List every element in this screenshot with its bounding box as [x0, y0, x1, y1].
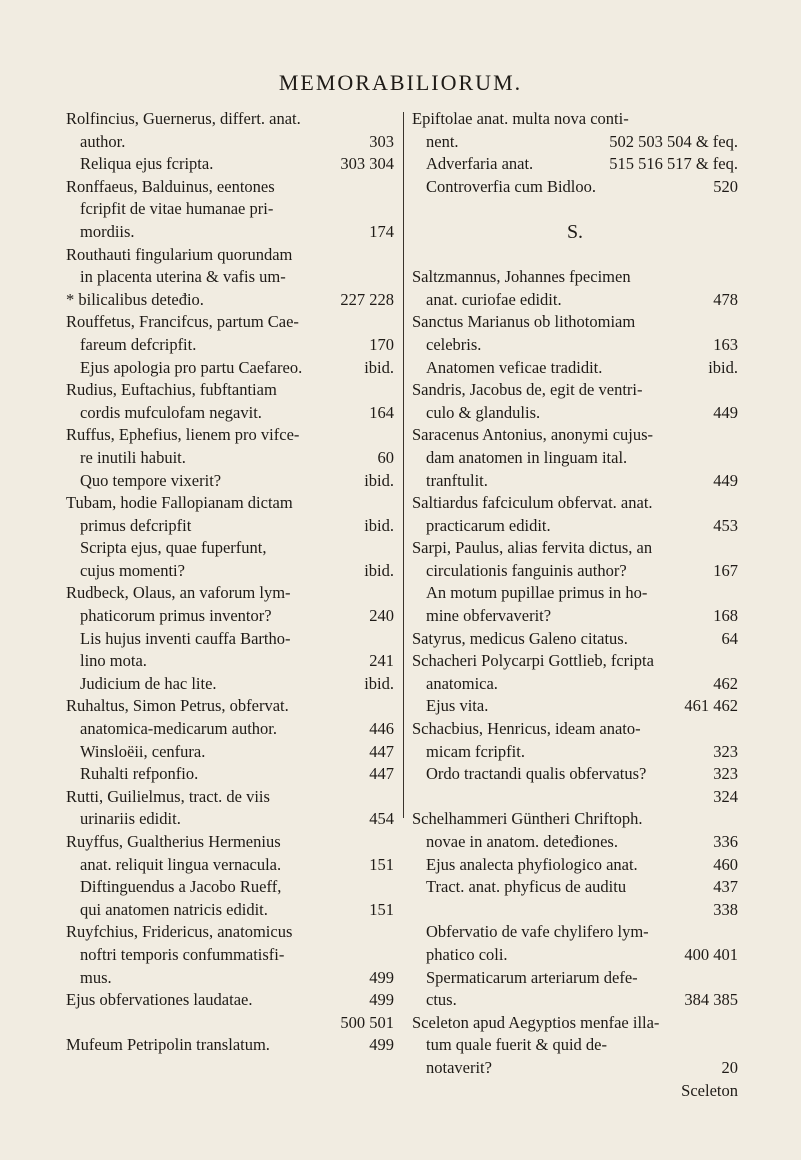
index-entry-line [412, 718, 738, 741]
page-reference: Sceleton [681, 1080, 738, 1100]
index-entry-text: urinariis edidit. [80, 809, 181, 829]
page-reference: 499 [369, 990, 394, 1010]
index-entry-line [66, 176, 394, 199]
index-entry-line [412, 921, 738, 944]
index-entry-text: Ejus analecta phyfiologico anat. [426, 854, 638, 874]
index-entry-text: Epiftolae anat. multa nova conti- [412, 109, 629, 128]
index-entry-text: phatico coli. [426, 944, 508, 964]
index-entry-text: Rolfincius, Guernerus, differt. anat. [66, 109, 301, 128]
index-entry-text: mus. [80, 967, 112, 987]
index-entry-text: Controverfia cum Bidloo. [426, 176, 597, 196]
index-entry-text: Ejus vita. [426, 696, 489, 716]
index-entry-line [66, 718, 394, 741]
page-reference: ibid. [708, 357, 738, 377]
index-entry-text: Schelhammeri Güntheri Chriftoph. [412, 809, 643, 829]
index-entry-text: primus defcripfit [80, 515, 192, 535]
index-entry-line [66, 650, 394, 673]
index-entry-text: Ruyfchius, Fridericus, anatomicus [66, 922, 293, 942]
page-reference: ibid. [364, 515, 394, 535]
index-entry-text: Judicium de hac lite. [80, 673, 217, 693]
index-entry-text: * bilicalibus deteđio. [66, 289, 204, 309]
index-entry-text: mine obfervaverit? [426, 606, 552, 626]
index-entry-line [66, 198, 394, 221]
index-entry-line [66, 447, 394, 470]
index-entry-text: Diftinguendus a Jacobo Rueff, [80, 877, 282, 897]
page-reference: ibid. [364, 560, 394, 580]
index-entry-text: practicarum edidit. [426, 515, 551, 535]
page-reference: 446 [369, 719, 394, 739]
index-entry-line [66, 1034, 394, 1057]
index-entry-text: qui anatomen natricis edidit. [80, 899, 268, 919]
page-reference: 240 [369, 606, 394, 626]
index-entry-line [66, 131, 394, 154]
index-entry-line [66, 605, 394, 628]
index-entry-line [412, 582, 738, 605]
index-entry-line [66, 786, 394, 809]
index-entry-line [412, 1012, 738, 1035]
page-reference: 20 [721, 1057, 738, 1077]
index-entry-text: Sarpi, Paulus, alias fervita dictus, an [412, 538, 653, 558]
index-entry-text: mordiis. [80, 221, 135, 241]
index-entry-line [412, 1057, 738, 1080]
index-entry-text: notaverit? [426, 1057, 492, 1077]
index-entry-line [412, 379, 738, 402]
index-entry-line [412, 402, 738, 425]
page-reference: 500 501 [340, 1012, 394, 1032]
page-reference: 323 [713, 741, 738, 761]
page-reference: 170 [369, 334, 394, 354]
index-entry-line [412, 989, 738, 1012]
page-reference: 499 [369, 1035, 394, 1055]
index-entry-line [66, 854, 394, 877]
index-entry-text: Satyrus, medicus Galeno citatus. [412, 628, 628, 648]
index-entry-text: author. [80, 131, 126, 151]
index-entry-line [412, 854, 738, 877]
page-reference: 502 503 504 & feq. [609, 131, 738, 151]
page-reference: 460 [713, 854, 738, 874]
page-reference: 151 [369, 854, 394, 874]
index-entry-text: ctus. [426, 990, 457, 1010]
index-entry-line [412, 899, 738, 922]
page-reference: 449 [713, 402, 738, 422]
index-entry-text: Tract. anat. phyficus de auditu [426, 877, 627, 897]
page-reference: 241 [369, 651, 394, 671]
index-entry-text: celebris. [426, 334, 482, 354]
index-entry-text: fareum defcripfit. [80, 334, 197, 354]
index-entry-text: dam anatomen in linguam ital. [426, 447, 628, 467]
page-reference: ibid. [364, 673, 394, 693]
index-entry-line [412, 221, 738, 244]
index-entry-line [66, 1012, 394, 1035]
index-entry-line [412, 763, 738, 786]
page-reference: 400 401 [684, 944, 738, 964]
page-reference: 174 [369, 221, 394, 241]
page-reference: ibid. [364, 357, 394, 377]
index-entry-line [412, 537, 738, 560]
index-entry-text: Ordo tractandi qualis obfervatus? [426, 764, 647, 784]
index-entry-line [412, 786, 738, 809]
index-entry-text: noftri temporis confummatisfi- [80, 944, 285, 964]
page-reference: 478 [713, 289, 738, 309]
index-entry-line [66, 515, 394, 538]
index-entry-line [66, 221, 394, 244]
running-header: MEMORABILIORUM. [278, 70, 523, 95]
index-entry-text: novae in anatom. deteđiones. [426, 832, 618, 851]
index-entry-line [412, 447, 738, 470]
index-entry-line [66, 244, 394, 267]
index-entry-text: Spermaticarum arteriarum defe- [426, 967, 638, 987]
page-reference: 384 385 [684, 990, 738, 1010]
index-entry-line [66, 153, 394, 176]
index-entry-text: re inutili habuit. [80, 447, 186, 467]
page-reference: 499 [369, 967, 394, 987]
page-reference: 453 [713, 515, 738, 535]
index-entry-line [412, 673, 738, 696]
index-entry-line [66, 311, 394, 334]
index-entry-line [412, 695, 738, 718]
index-entry-line [66, 492, 394, 515]
index-entry-line [412, 741, 738, 764]
index-entry-text: Ejus obfervationes laudatae. [66, 990, 253, 1010]
index-entry-text: anatomica-medicarum author. [80, 719, 278, 739]
index-entry-text: Saracenus Antonius, anonymi cujus- [412, 425, 654, 445]
index-entry-text: Mufeum Petripolin translatum. [66, 1035, 270, 1055]
index-entry-line [66, 808, 394, 831]
index-entry-line [66, 402, 394, 425]
index-entry-line [66, 266, 394, 289]
index-entry-line [66, 899, 394, 922]
index-entry-text: in placenta uterina & vafis um- [80, 267, 286, 287]
page-reference: 60 [377, 447, 394, 467]
index-entry-text: Tubam, hodie Fallopianam dictam [66, 493, 293, 513]
page-reference: 303 [369, 131, 394, 151]
index-entry-line [412, 176, 738, 199]
page-reference: 338 [713, 899, 738, 919]
index-entry-line [66, 673, 394, 696]
index-entry-text: Saltzmannus, Johannes fpecimen [412, 267, 631, 287]
index-entry-line [412, 605, 738, 628]
index-entry-line [412, 244, 738, 267]
index-entry-line [412, 1034, 738, 1057]
page-reference: 447 [369, 741, 394, 761]
page-reference: 64 [721, 628, 738, 648]
index-entry-line [412, 289, 738, 312]
index-entry-line [412, 357, 738, 380]
index-entry-line [66, 876, 394, 899]
index-entry-line [412, 311, 738, 334]
index-entry-line [66, 379, 394, 402]
index-entry-text: Quo tempore vixerit? [80, 470, 222, 490]
page-reference: 515 516 517 & feq. [609, 154, 738, 174]
page-reference: 437 [713, 877, 738, 897]
page-reference: 323 [713, 764, 738, 784]
index-entry-text: Ruffus, Ephefius, lienem pro vifce- [66, 425, 300, 445]
index-entry-line [66, 989, 394, 1012]
page-reference: 447 [369, 764, 394, 784]
index-entry-text: nent. [426, 131, 459, 151]
index-entry-text: lino mota. [80, 651, 147, 671]
index-entry-line [412, 470, 738, 493]
index-entry-line [66, 831, 394, 854]
page-reference: 461 462 [684, 696, 738, 716]
index-entry-text: micam fcripfit. [426, 741, 525, 761]
index-entry-text: Schacbius, Henricus, ideam anato- [412, 719, 641, 739]
index-entry-text: anatomica. [426, 673, 498, 693]
index-entry-line [66, 967, 394, 990]
index-entry-text: tranftulit. [426, 470, 488, 490]
index-entry-line [66, 763, 394, 786]
section-letter: S. [566, 220, 584, 243]
index-entry-text: Saltiardus fafciculum obfervat. anat. [412, 493, 653, 513]
page-reference: 168 [713, 606, 738, 626]
index-entry-text: Reliqua ejus fcripta. [80, 154, 214, 174]
index-entry-text: Rudbeck, Olaus, an vaforum lym- [66, 583, 291, 603]
index-entry-text: fcripfit de vitae humanae pri- [80, 199, 274, 219]
index-column-right [412, 108, 738, 1102]
index-entry-text: phaticorum primus inventor? [80, 606, 272, 626]
index-entry-line [66, 560, 394, 583]
page-reference: 454 [369, 809, 394, 829]
index-entry-line [66, 470, 394, 493]
index-entry-line [412, 876, 738, 899]
index-entry-line [66, 537, 394, 560]
index-entry-line [412, 967, 738, 990]
page-reference: 520 [713, 176, 738, 196]
index-entry-text: culo & glandulis. [426, 402, 541, 422]
index-entry-line [66, 357, 394, 380]
page-reference: 163 [713, 334, 738, 354]
index-entry-line [66, 944, 394, 967]
page-reference: 324 [713, 786, 738, 806]
index-entry-line [412, 334, 738, 357]
index-entry-line [412, 808, 738, 831]
index-entry-text: Sanctus Marianus ob lithotomiam [412, 312, 636, 332]
index-entry-text: cujus momenti? [80, 560, 185, 580]
index-entry-line [412, 131, 738, 154]
index-entry-text: Ruhalti refponfio. [80, 764, 199, 784]
index-entry-text: Adverfaria anat. [426, 154, 534, 174]
page-reference: 164 [369, 402, 394, 422]
index-entry-line [412, 650, 738, 673]
index-entry-line [412, 515, 738, 538]
index-entry-text: anat. reliquit lingua vernacula. [80, 854, 282, 874]
index-entry-text: Ejus apologia pro partu Caefareo. [80, 357, 303, 377]
index-entry-line [412, 944, 738, 967]
index-column-left [66, 108, 394, 1057]
index-entry-text: Anatomen veficae tradidit. [426, 357, 603, 377]
index-entry-text: Schacheri Polycarpi Gottlieb, fcripta [412, 651, 654, 671]
index-entry-line [66, 334, 394, 357]
column-divider [403, 112, 404, 818]
index-entry-text: circulationis fanguinis author? [426, 560, 627, 580]
index-entry-text: anat. curiofae edidit. [426, 289, 562, 309]
index-entry-text: Lis hujus inventi cauffa Bartho- [80, 628, 291, 648]
index-entry-text: tum quale fuerit & quid de- [426, 1035, 607, 1055]
index-entry-line [66, 289, 394, 312]
index-entry-line [412, 1080, 738, 1103]
page-reference: ibid. [364, 470, 394, 490]
index-entry-text: Winsloëii, cenfura. [80, 741, 206, 761]
index-entry-line [412, 108, 738, 131]
index-entry-line [66, 741, 394, 764]
index-entry-text: Rutti, Guilielmus, tract. de viis [66, 786, 270, 806]
index-entry-line [412, 198, 738, 221]
page-reference: 303 304 [340, 154, 394, 174]
index-entry-text: Sceleton apud Aegyptios menfae illa- [412, 1012, 660, 1032]
index-entry-text: Ruyffus, Gualtherius Hermenius [66, 832, 281, 851]
page-reference: 227 228 [340, 289, 394, 309]
page-reference: 462 [713, 673, 738, 693]
index-entry-text: An motum pupillae primus in ho- [426, 583, 648, 603]
index-entry-line [412, 831, 738, 854]
index-entry-text: Routhauti fingularium quorundam [66, 244, 293, 264]
index-entry-line [66, 628, 394, 651]
index-entry-line [412, 424, 738, 447]
index-entry-line [412, 628, 738, 651]
index-entry-line [412, 492, 738, 515]
index-entry-line [66, 582, 394, 605]
index-entry-line [66, 108, 394, 131]
index-entry-text: Scripta ejus, quae fuperfunt, [80, 538, 267, 558]
index-entry-line [66, 921, 394, 944]
index-entry-text: Rudius, Euftachius, fubftantiam [66, 380, 277, 400]
page-reference: 336 [713, 832, 738, 851]
index-entry-text: Ruhaltus, Simon Petrus, obfervat. [66, 696, 289, 716]
index-entry-text: Obfervatio de vafe chylifero lym- [426, 922, 649, 942]
index-entry-line [412, 266, 738, 289]
index-entry-line [66, 695, 394, 718]
index-entry-text: Sandris, Jacobus de, egit de ventri- [412, 380, 643, 400]
index-entry-text: Ronffaeus, Balduinus, eentones [66, 176, 275, 196]
page-reference: 151 [369, 899, 394, 919]
index-entry-line [66, 424, 394, 447]
index-entry-line [412, 153, 738, 176]
index-entry-text: Rouffetus, Francifcus, partum Cae- [66, 312, 299, 332]
index-entry-text: cordis mufculofam negavit. [80, 402, 262, 422]
page-reference: 449 [713, 470, 738, 490]
index-entry-line [412, 560, 738, 583]
page-reference: 167 [713, 560, 738, 580]
